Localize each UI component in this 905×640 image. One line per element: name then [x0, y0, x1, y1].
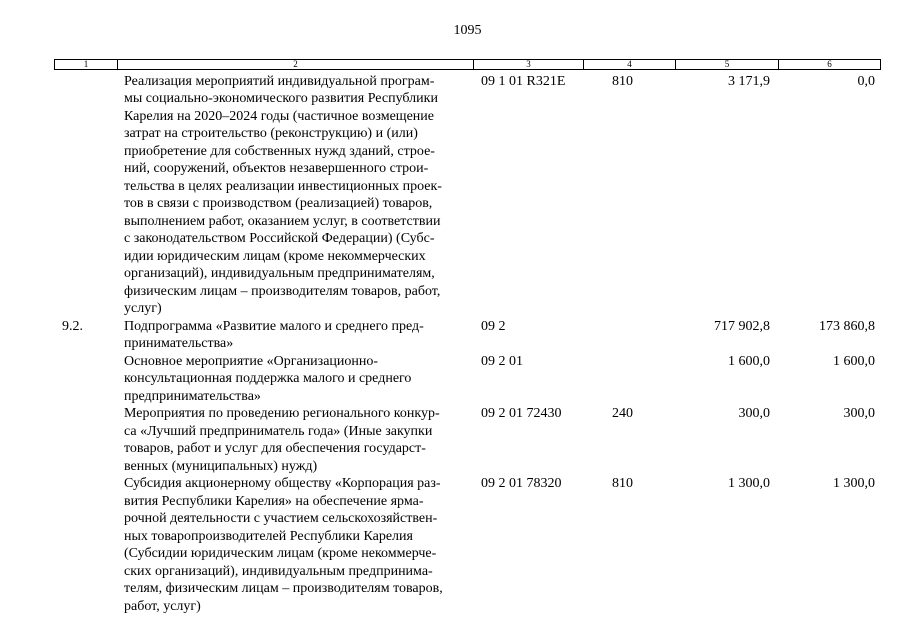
- row-code: 09 1 01 R321E: [481, 73, 566, 89]
- description-line: предпринимательства»: [124, 388, 261, 404]
- header-col-2: 2: [118, 60, 474, 69]
- description-line: вития Республики Карелия» на обеспечение ярма-: [124, 493, 424, 509]
- row-value-1: 3 171,9: [728, 73, 770, 89]
- description-line: затрат на строительство (реконструкцию) и (или): [124, 126, 418, 141]
- description-line: ских организаций), индивидуальным предпринима-: [124, 563, 433, 579]
- header-col-3: 3: [474, 60, 584, 69]
- row-value-2: 0,0: [857, 73, 875, 89]
- row-code: 09 2: [481, 318, 506, 334]
- description-line: принимательства»: [124, 336, 234, 351]
- row-expense-type: 810: [612, 73, 633, 89]
- description-line: товаров, работ и услуг для обеспечения государст-: [124, 441, 426, 456]
- description-line: телям, физическим лицам – производителям товаров,: [124, 581, 443, 596]
- description-line: Мероприятия по проведению регионального конкур-: [124, 406, 440, 421]
- row-value-1: 717 902,8: [714, 318, 770, 334]
- header-col-5: 5: [676, 60, 779, 69]
- description-line: работ, услуг): [124, 598, 201, 614]
- description-line: тельства в целях реализации инвестиционных проек-: [124, 178, 442, 194]
- description-line: с законодательством Российской Федерации) (Субс-: [124, 231, 435, 246]
- row-code: 09 2 01 72430: [481, 406, 562, 421]
- header-col-1: 1: [55, 60, 118, 69]
- row-value-2: 173 860,8: [819, 318, 875, 334]
- row-value-2: 1 600,0: [833, 353, 875, 369]
- description-line: Реализация мероприятий индивидуальной програм-: [124, 73, 435, 89]
- page-number: 1095: [453, 23, 482, 38]
- description-line: рочной деятельности с участием сельскохозяйствен-: [124, 511, 438, 526]
- description-line: тов в связи с производством (реализацией) товаров,: [124, 196, 433, 211]
- row-value-2: 1 300,0: [833, 476, 875, 491]
- description-line: са «Лучший предприниматель года» (Иные закупки: [124, 423, 433, 439]
- description-line: Основное мероприятие «Организационно-: [124, 353, 379, 369]
- row-code: 09 2 01 78320: [481, 476, 562, 491]
- row-description: [124, 475, 474, 615]
- description-line: ний, сооружений, объектов незавершенного строи-: [124, 161, 429, 176]
- description-line: консультационная поддержка малого и среднего: [124, 371, 412, 386]
- description-line: идии юридическим лицам (кроме некоммерческих: [124, 248, 426, 264]
- row-expense-type: 240: [612, 406, 633, 421]
- row-description: [124, 405, 474, 475]
- description-line: Субсидия акционерному обществу «Корпорация раз-: [124, 476, 441, 491]
- description-line: Карелия на 2020–2024 годы (частичное возмещение: [124, 108, 434, 124]
- table-header: [54, 59, 881, 70]
- header-col-6: 6: [827, 59, 832, 69]
- description-line: (Субсидии юридическим лицам (кроме некоммерче-: [124, 546, 437, 561]
- description-line: ных товаропроизводителей Республики Карелия: [124, 528, 413, 544]
- description-line: организаций), индивидуальным предпринимателям,: [124, 266, 435, 281]
- row-expense-type: 810: [612, 476, 633, 491]
- description-line: венных (муниципальных) нужд): [124, 458, 318, 474]
- row-description: [124, 318, 474, 353]
- row-code: 09 2 01: [481, 353, 523, 369]
- row-value-1: 1 600,0: [728, 353, 770, 369]
- row-value-1: 300,0: [738, 406, 770, 421]
- row-value-2: 300,0: [843, 406, 875, 421]
- description-line: Подпрограмма «Развитие малого и среднего пред-: [124, 318, 424, 334]
- row-description: [124, 73, 474, 318]
- description-line: приобретение для собственных нужд зданий, строе-: [124, 143, 435, 159]
- description-line: физическим лицам – производителям товаров, работ,: [124, 283, 441, 299]
- description-line: услуг): [124, 301, 162, 316]
- description-line: мы социально-экономического развития Республики: [124, 91, 438, 106]
- header-col-4: 4: [584, 60, 676, 69]
- row-description: [124, 353, 474, 406]
- row-number: 9.2.: [62, 318, 83, 334]
- description-line: выполнением работ, оказанием услуг, в соответствии: [124, 213, 441, 229]
- row-value-1: 1 300,0: [728, 476, 770, 491]
